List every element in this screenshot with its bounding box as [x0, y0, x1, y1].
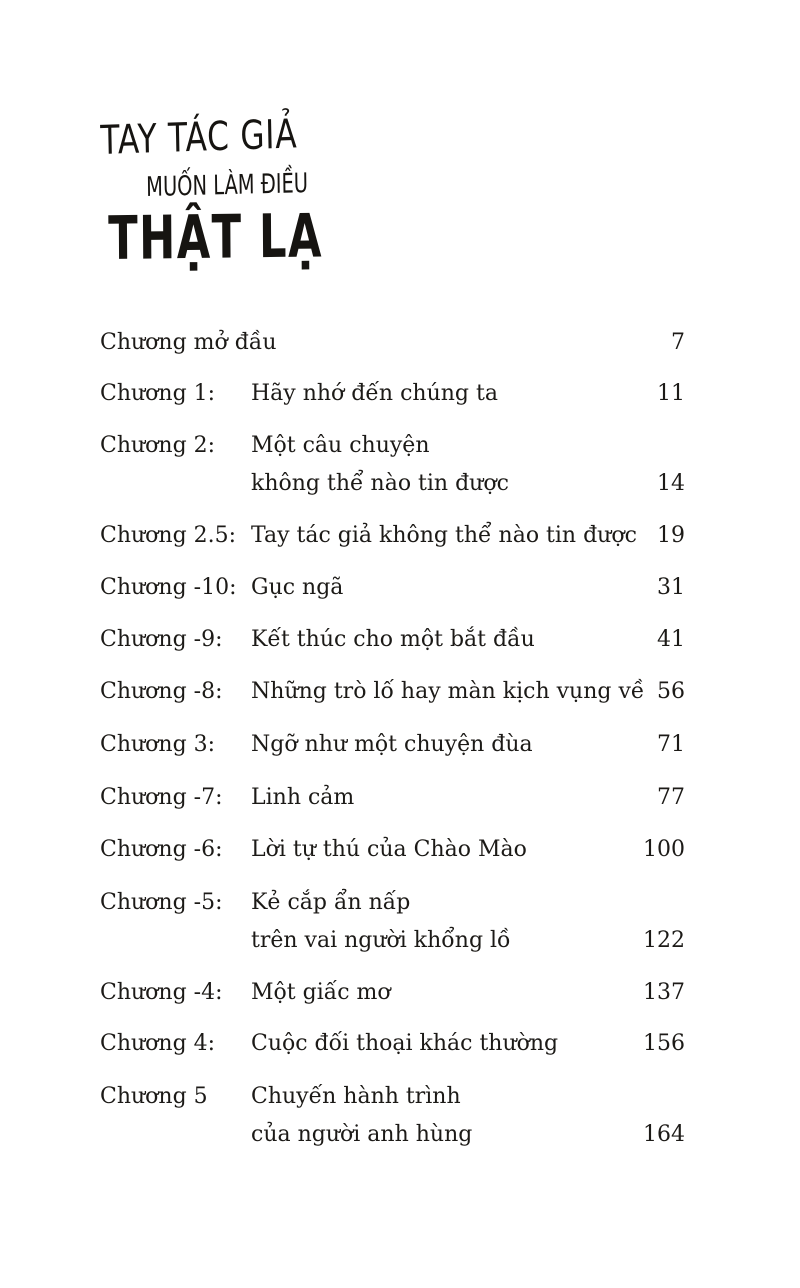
toc-page-number: 164: [643, 1122, 685, 1147]
toc-chapter-label: Chương -10:: [100, 575, 237, 600]
toc-chapter-title: Tay tác giả không thể nào tin được: [251, 523, 637, 548]
toc-page-number: 56: [657, 679, 685, 704]
toc-chapter-label: Chương 1:: [100, 381, 216, 406]
toc-chapter-title-continued: trên vai người khổng lồ: [251, 928, 511, 953]
toc-page-number: 14: [657, 471, 685, 496]
toc-chapter-label: Chương mở đầu: [100, 330, 277, 355]
toc-page-number: 31: [657, 575, 685, 600]
toc-page-number: 71: [657, 732, 685, 757]
toc-chapter-title: Cuộc đối thoại khác thường: [251, 1031, 559, 1056]
toc-chapter-title: Những trò lố hay màn kịch vụng về: [251, 679, 645, 704]
toc-chapter-title: Một câu chuyện: [251, 433, 430, 458]
toc-chapter-label: Chương -4:: [100, 980, 223, 1005]
toc-page-number: 11: [657, 381, 685, 406]
toc-chapter-title: Kết thúc cho một bắt đầu: [251, 627, 535, 652]
toc-chapter-label: Chương 2.5:: [100, 523, 237, 548]
toc-chapter-title: Lời tự thú của Chào Mào: [251, 837, 527, 862]
toc-page-number: 156: [643, 1031, 685, 1056]
toc-page-number: 41: [657, 627, 685, 652]
toc-chapter-title: Một giấc mơ: [251, 980, 391, 1005]
toc-chapter-label: Chương -8:: [100, 679, 223, 704]
title-line-3: THẬT LẠ: [108, 201, 324, 274]
toc-page-number: 100: [643, 837, 685, 862]
toc-chapter-label: Chương 2:: [100, 433, 216, 458]
toc-chapter-title: Ngỡ như một chuyện đùa: [251, 732, 533, 757]
toc-chapter-label: Chương 3:: [100, 732, 216, 757]
toc-page-number: 122: [643, 928, 685, 953]
toc-page-number: 7: [671, 330, 685, 355]
toc-chapter-label: Chương 5: [100, 1084, 208, 1109]
toc-chapter-label: Chương -9:: [100, 627, 223, 652]
toc-chapter-label: Chương 4:: [100, 1031, 216, 1056]
title-line-1: TAY TÁC GIẢ: [100, 111, 298, 164]
toc-chapter-title: Chuyến hành trình: [251, 1084, 461, 1109]
toc-page-number: 19: [657, 523, 685, 548]
title-line-2: MUỐN LÀM ĐIỀU: [146, 168, 309, 203]
toc-chapter-title: Hãy nhớ đến chúng ta: [251, 381, 498, 406]
toc-chapter-title: Kẻ cắp ẩn nấp: [251, 890, 411, 915]
toc-chapter-title-continued: không thể nào tin được: [251, 471, 509, 496]
toc-chapter-title-continued: của người anh hùng: [251, 1122, 473, 1147]
toc-chapter-title: Gục ngã: [251, 575, 344, 600]
toc-chapter-title: Linh cảm: [251, 785, 355, 810]
toc-page-number: 137: [643, 980, 685, 1005]
toc-chapter-label: Chương -5:: [100, 890, 223, 915]
toc-chapter-label: Chương -7:: [100, 785, 223, 810]
toc-chapter-label: Chương -6:: [100, 837, 223, 862]
toc-page-number: 77: [657, 785, 685, 810]
